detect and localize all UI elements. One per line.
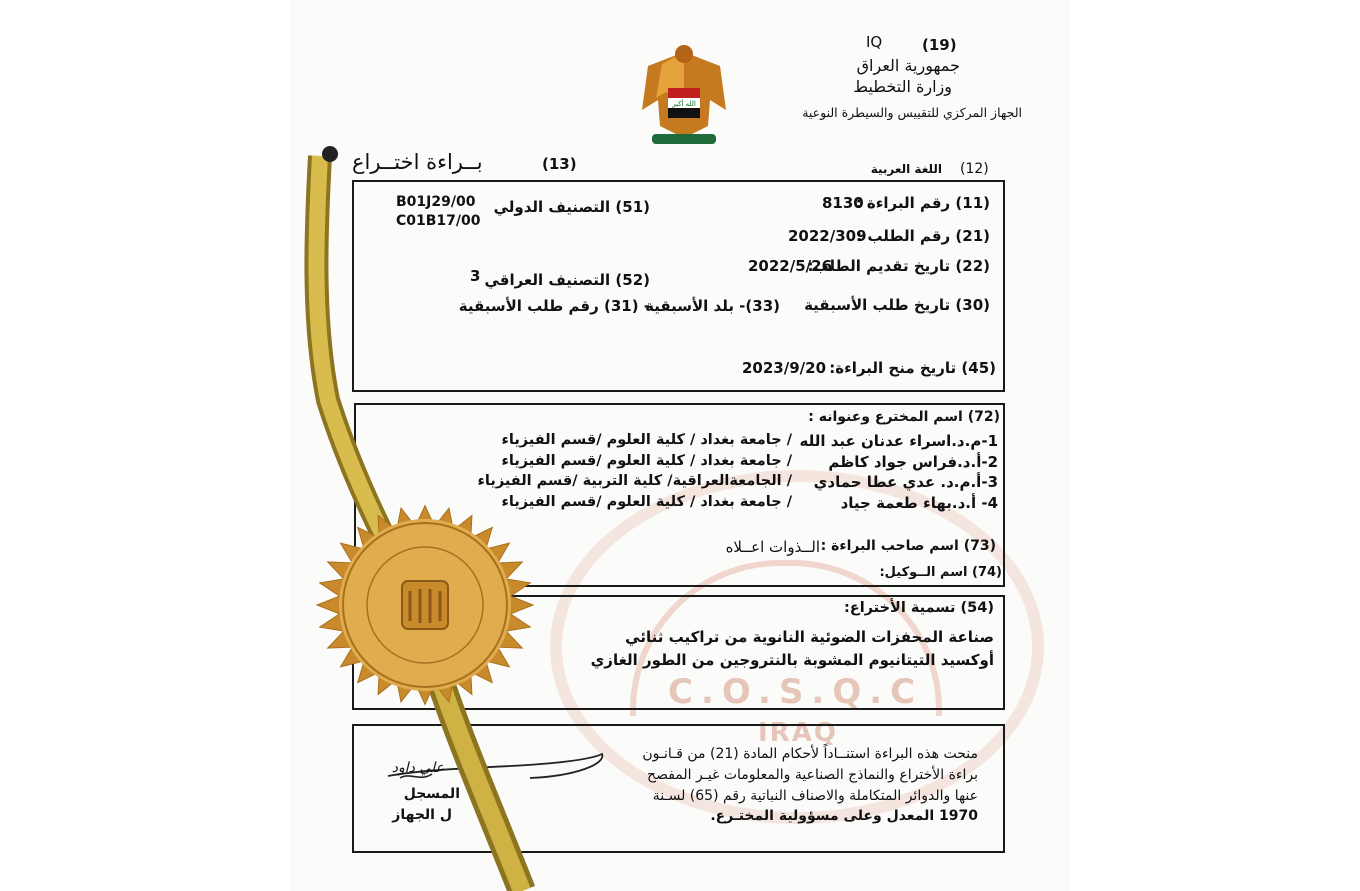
- owner-value: الــذوات اعــلاه: [725, 538, 820, 556]
- signature-name: علي داود: [391, 760, 444, 776]
- invention-title-label: (54) تسمية الأختراع:: [843, 600, 994, 616]
- iraqi-class-label: (52) التصنيف العراقي: [484, 271, 650, 289]
- signatory-title-1: المسجل: [403, 786, 460, 802]
- grant-text-line-4: 1970 المعدل وعلى مسؤولية المختـرع.: [710, 808, 978, 824]
- watermark-country: IRAQ: [758, 718, 838, 748]
- ministry-name: وزارة التخطيط: [853, 77, 952, 96]
- certificate-sheet: [290, 0, 1070, 891]
- iraqi-class-value: 3: [470, 267, 481, 285]
- inventor-3-name: 3-أ.م.د. عدي عطا حمادي: [813, 473, 998, 491]
- priority-number-label: - (31) رقم طلب الأسبقية: [458, 297, 650, 315]
- invention-title-line-1: صناعة المحفزات الضوئية النانوية من تراكيب ثنائي: [625, 628, 994, 646]
- republic-name: جمهورية العراق: [856, 56, 960, 75]
- country-code: IQ: [866, 33, 883, 51]
- filing-date-label: (22) تاريخ تقديم الطلب:: [807, 257, 990, 275]
- gold-seal: [300, 495, 550, 715]
- priority-country-label: (33)- بلد الأسبقية: [645, 297, 780, 315]
- inventor-4-address: / جامعة بغداد / كلية العلوم /قسم الفيزياء: [501, 494, 792, 510]
- inventors-label: (72) اسم المخترع وعنوانه :: [808, 409, 1000, 425]
- grant-text-line-1: منحت هذه البراءة استنــاداً لأحكام المادة (21) من قـانـون: [642, 746, 978, 762]
- language-number: (12): [960, 161, 989, 177]
- filing-date-value: 2022/5/26: [748, 257, 833, 275]
- svg-text:الله أكبر: الله أكبر: [672, 100, 696, 108]
- priority-date-label: (30) تاريخ طلب الأسبقية: [804, 296, 990, 314]
- intl-class-label: (51) التصنيف الدولي: [493, 198, 650, 216]
- grant-date-value: 2023/9/20: [742, 359, 827, 377]
- grant-text-line-3: عنها والدوائر المتكاملة والاصناف النباتية رقم (65) لسـنة: [652, 788, 978, 804]
- inventor-1-address: / جامعة بغداد / كلية العلوم /قسم الفيزياء: [501, 432, 792, 448]
- inventor-2-name: 2-أ.د.فراس جواد كاظم: [828, 453, 998, 471]
- intl-class-value-2: C01B17/00: [396, 213, 481, 229]
- watermark-text: C.O.S.Q.C: [668, 672, 924, 712]
- agent-label: (74) اسم الــوكيل:: [879, 565, 1002, 580]
- inventor-3-address: / الجامعةالعراقية/ كلية التربية /قسم الفيزياء: [477, 473, 792, 489]
- inventor-1-name: 1-م.د.اسراء عدنان عبد الله: [799, 432, 998, 450]
- agency-name: الجهاز المركزي للتقييس والسيطرة النوعية: [802, 105, 1022, 120]
- patent-number-label: (11) رقم البراءة :: [855, 194, 990, 212]
- grant-date-label: (45) تاريخ منح البراءة:: [829, 359, 996, 377]
- application-number-value: 2022/309: [788, 227, 867, 245]
- intl-class-value-1: B01J29/00: [396, 194, 476, 210]
- language-label: اللغة العربية: [870, 162, 942, 176]
- document-title: بــراءة اختــراع: [352, 150, 483, 174]
- signatory-title-2: ل الجهاز: [392, 807, 452, 823]
- inventor-4-name: 4- أ.د.بهاء طعمة جياد: [840, 494, 998, 512]
- grant-text-line-2: براءة الأختراع والنماذج الصناعية والمعلومات غيـر المفصح: [647, 767, 978, 783]
- patent-number-value: 8130: [822, 194, 864, 212]
- gold-ribbon: [290, 0, 590, 891]
- iraq-eagle-emblem: [638, 40, 730, 146]
- document-title-number: (13): [542, 155, 577, 173]
- code-number: (19): [922, 36, 957, 54]
- owner-label: (73) اسم صاحب البراءة :: [820, 538, 996, 554]
- invention-title-line-2: أوكسيد التيتانيوم المشوبة بالنتروجين من الطور الغازي: [590, 651, 994, 669]
- inventor-2-address: / جامعة بغداد / كلية العلوم /قسم الفيزياء: [501, 453, 792, 469]
- application-number-label: (21) رقم الطلب :: [856, 227, 990, 245]
